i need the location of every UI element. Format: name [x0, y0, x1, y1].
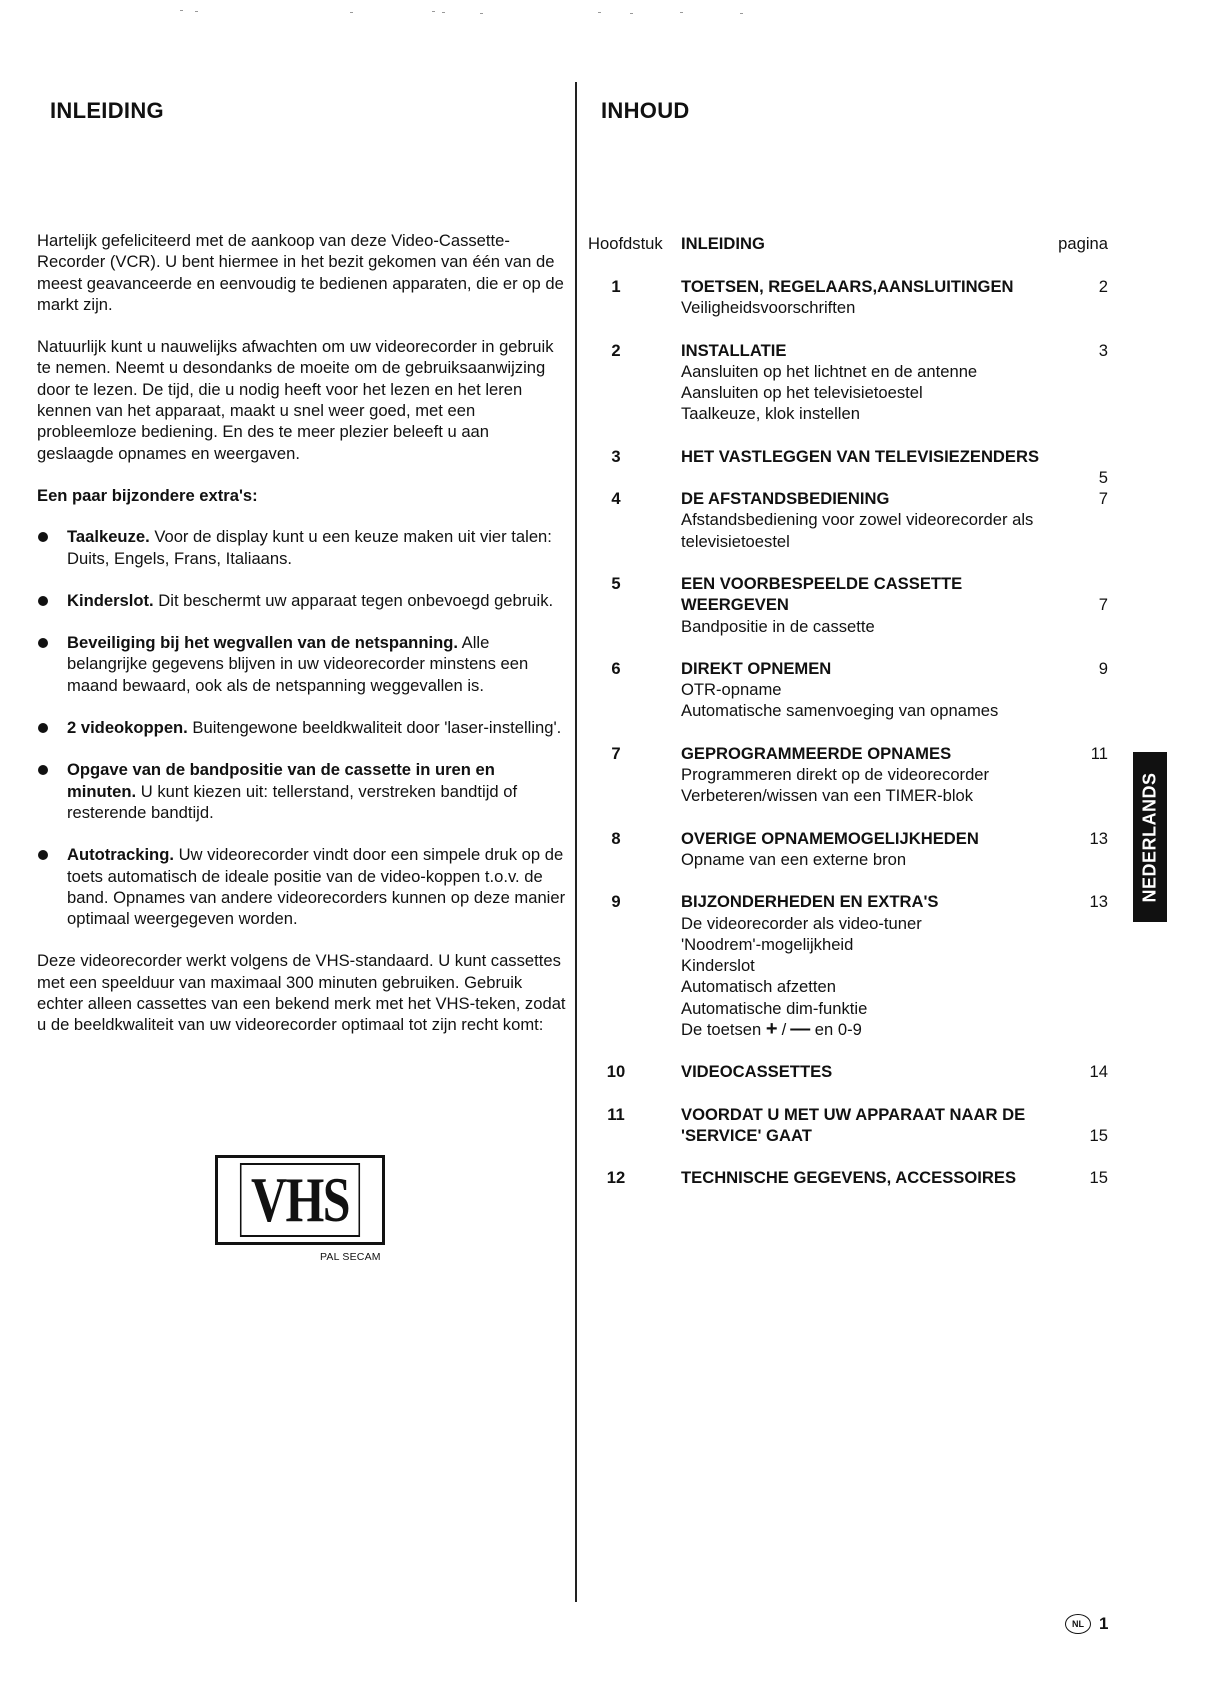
- toc-entries: [588, 276, 1108, 1189]
- toc-entry-number: 12: [606, 1168, 626, 1188]
- toc-entry-title: DIREKT OPNEMEN: [681, 658, 832, 678]
- extras-list: [37, 526, 567, 929]
- toc-entry-page: 13: [1089, 892, 1108, 912]
- toc-entry-page: 15: [1089, 1168, 1108, 1188]
- toc-entry-title: GEPROGRAMMEERDE OPNAMES: [681, 743, 952, 763]
- toc-entry-page: 7: [1098, 489, 1108, 509]
- toc-entry: [588, 573, 1108, 637]
- extras-item: 2 videokoppen. Buitengewone beeldkwaliteit door 'laser-instelling'.: [37, 717, 567, 738]
- toc-entry-subitem: Automatische samenvoeging van opnames: [681, 701, 999, 721]
- toc-entry-number: 9: [611, 892, 621, 912]
- bullet-icon: [38, 765, 48, 775]
- toc-entry-number: 3: [611, 446, 621, 466]
- extras-item: Kinderslot. Dit beschermt uw apparaat tegen onbevoegd gebruik.: [37, 590, 567, 611]
- bullet-icon: [38, 850, 48, 860]
- plus-key-icon: +: [765, 1018, 778, 1041]
- toc-header: [588, 234, 1108, 276]
- toc-entry-subitem: Kinderslot: [681, 956, 755, 976]
- toc-entry-number: 11: [607, 1104, 625, 1124]
- toc-entry: [588, 658, 1108, 722]
- toc-chapter-label: Hoofdstuk: [588, 234, 663, 253]
- toc-entry-title: VIDEOCASSETTES: [681, 1062, 833, 1082]
- toc-entry-title: OVERIGE OPNAMEMOGELIJKHEDEN: [681, 828, 979, 848]
- toc-entry-page: 7: [1098, 595, 1108, 615]
- toc-entry: [588, 1061, 1108, 1082]
- table-of-contents: [588, 234, 1108, 1210]
- toc-entry-number: 4: [611, 489, 621, 509]
- language-side-tab: [1133, 752, 1167, 922]
- intro-paragraph-1: Hartelijk gefeliciteerd met de aankoop van deze Video-Cassette-Recorder (VCR). U bent hiermee in het bezit gekomen van één van de meest geavanceerde en eenvoudig te bedienen apparaten, die er op de markt zijn.: [37, 231, 564, 314]
- toc-entry-subitem: Automatisch afzetten: [681, 977, 836, 997]
- toc-entry-subitem: Opname van een externe bron: [681, 849, 907, 869]
- toc-entry-title: TOETSEN, REGELAARS,AANSLUITINGEN: [681, 277, 1014, 296]
- vhs-logo: [215, 1155, 385, 1245]
- toc-entry-number: 1: [611, 277, 621, 296]
- toc-entry-page: 13: [1089, 828, 1108, 848]
- vhs-logo-subtext: PAL SECAM: [320, 1251, 381, 1263]
- bullet-icon: [38, 596, 48, 606]
- toc-entry-subitem: OTR-opname: [681, 680, 782, 700]
- toc-entry-subitem: Afstandsbediening voor zowel videorecorder als televisietoestel: [681, 510, 1034, 551]
- toc-entry-page: 2: [1098, 277, 1108, 296]
- bullet-icon: [38, 532, 48, 542]
- toc-entry-page: 3: [1098, 340, 1108, 360]
- keys-text: en 0-9: [810, 1020, 862, 1040]
- heading-inleiding: INLEIDING: [50, 98, 164, 123]
- toc-entry-subitem: Aansluiten op het televisietoestel: [681, 383, 923, 403]
- toc-entry-subitem: Programmeren direkt op de videorecorder: [681, 765, 990, 785]
- toc-entry: [588, 488, 1108, 552]
- toc-entry-title: EEN VOORBESPEELDE CASSETTE WEERGEVEN: [681, 573, 963, 615]
- toc-entry-title: BIJZONDERHEDEN EN EXTRA'S: [681, 892, 939, 912]
- toc-entry-subitem: Verbeteren/wissen van een TIMER-blok: [681, 786, 974, 806]
- page-footer: [1065, 1614, 1108, 1634]
- toc-entry-title: TECHNISCHE GEGEVENS, ACCESSOIRES: [681, 1168, 1017, 1188]
- minus-key-icon: —: [790, 1018, 811, 1041]
- toc-entry-title: VOORDAT U MET UW APPARAAT NAAR DE 'SERVICE' GAAT: [681, 1104, 1026, 1145]
- toc-entry-number: 7: [611, 743, 621, 763]
- toc-entry-subitem: Taalkeuze, klok instellen: [681, 404, 860, 424]
- toc-entry-page: 5: [1098, 468, 1108, 488]
- toc-entry-number: 10: [606, 1062, 626, 1082]
- toc-page-label: pagina: [1058, 234, 1108, 253]
- toc-entry-title: HET VASTLEGGEN VAN TELEVISIEZENDERS: [681, 446, 1040, 466]
- bullet-icon: [38, 723, 48, 733]
- toc-entry-number: 5: [611, 573, 621, 593]
- toc-entry-number: 6: [611, 658, 621, 678]
- toc-entry: [588, 828, 1108, 871]
- column-divider: [575, 82, 577, 1602]
- extras-item: Beveiliging bij het wegvallen van de netspanning. Alle belangrijke gegevens blijven in uw videorecorder minstens een maand bewaard, ook als de netspanning weggevallen is.: [37, 632, 567, 696]
- toc-entry: [588, 1104, 1108, 1147]
- vhs-logo-text: VHS: [240, 1163, 360, 1237]
- side-tab-label: NEDERLANDS: [1139, 771, 1160, 903]
- toc-entry-subitem: Aansluiten op het lichtnet en de antenne: [681, 361, 978, 381]
- toc-intro-title: INLEIDING: [681, 234, 765, 253]
- closing-paragraph: Deze videorecorder werkt volgens de VHS-standaard. U kunt cassettes met een speelduur van maximaal 300 minuten gebruiken. Gebruik echter alleen cassettes van een bekend merk met het VHS-teken, zodat u de beeldkwaliteit van uw videorecorder optimaal tot zijn recht komt:: [37, 951, 566, 1035]
- toc-entry: [588, 446, 1108, 488]
- toc-entry-title: DE AFSTANDSBEDIENING: [681, 489, 890, 509]
- keys-text: /: [781, 1020, 787, 1040]
- language-badge-icon: NL: [1065, 1614, 1091, 1634]
- toc-entry-page: 9: [1098, 658, 1108, 678]
- extras-title: Een paar bijzondere extra's:: [37, 485, 258, 505]
- extras-item: Opgave van de bandpositie van de cassette in uren en minuten. U kunt kiezen uit: tellerstand, verstreken bandtijd of resterende bandtijd.: [37, 759, 567, 823]
- extras-item: Autotracking. Uw videorecorder vindt door een simpele druk op de toets automatisch de ideale positie van de video-koppen t.o.v. de band. Opnames van andere videorecorders kunnen op deze manier optimaal weergegeven worden.: [37, 844, 567, 929]
- toc-entry: [588, 340, 1108, 425]
- extras-item: Taalkeuze. Voor de display kunt u een keuze maken uit vier talen: Duits, Engels, Frans, Italiaans.: [37, 526, 567, 569]
- toc-entry: [588, 276, 1108, 319]
- toc-entry-subitem-keys: [681, 1019, 1041, 1040]
- scan-specks: [180, 8, 800, 18]
- toc-entry-title: INSTALLATIE: [681, 340, 787, 360]
- introduction-column: [37, 230, 567, 1057]
- toc-entry: [588, 1167, 1108, 1188]
- toc-entry-number: 8: [611, 828, 621, 848]
- keys-text: De toetsen: [681, 1020, 766, 1040]
- toc-entry: [588, 891, 1108, 1040]
- intro-paragraph-2: Natuurlijk kunt u nauwelijks afwachten om uw videorecorder in gebruik te nemen. Neemt u desondanks de moeite om de gebruiksaanwijzing door te lezen. De tijd, die u nodig heeft voor het lezen en het leren kennen van het apparaat, maakt u snel weer goed, met een probleemloze bediening. En des te meer plezier beleeft u aan geslaagde opnames en weergaven.: [37, 337, 554, 463]
- toc-entry-page: 14: [1089, 1062, 1108, 1082]
- toc-entry-number: 2: [611, 340, 621, 360]
- toc-entry-subitem: Veiligheidsvoorschriften: [681, 298, 856, 318]
- heading-inhoud: INHOUD: [601, 98, 690, 123]
- toc-entry-subitem: De videorecorder als video-tuner: [681, 913, 922, 933]
- page-number: 1: [1099, 1614, 1109, 1633]
- toc-entry-subitem: Automatische dim-funktie: [681, 998, 868, 1018]
- toc-entry-subitem: Bandpositie in de cassette: [681, 616, 875, 636]
- bullet-icon: [38, 638, 48, 648]
- toc-entry: [588, 743, 1108, 807]
- toc-entry-page: 11: [1090, 743, 1108, 763]
- toc-entry-page: 15: [1089, 1125, 1108, 1145]
- toc-entry-subitem: 'Noodrem'-mogelijkheid: [681, 934, 854, 954]
